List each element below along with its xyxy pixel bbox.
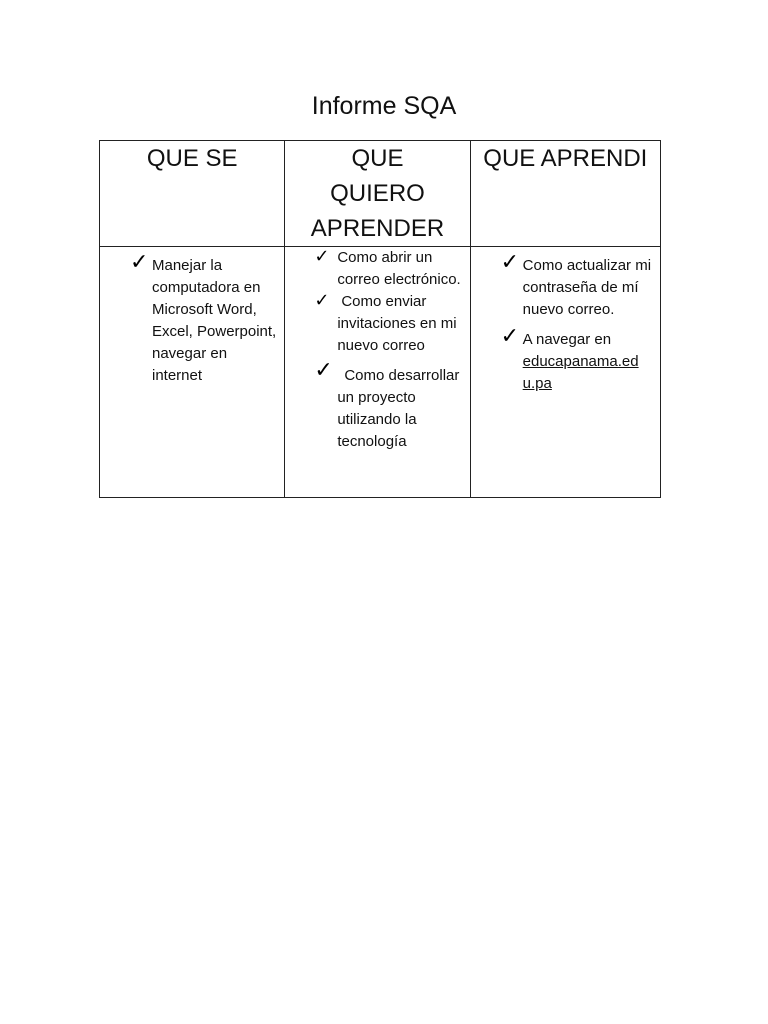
check-mark-icon: ✓ <box>314 246 330 267</box>
list-item: ✓ Manejar la computadora en Microsoft Word, Excel, Powerpoint, navegar en internet <box>130 250 277 384</box>
list-item: ✓ Como abrir un correo electrónico. <box>314 246 461 288</box>
check-mark-icon: ✓ <box>500 324 520 349</box>
check-mark-icon: ✓ <box>500 250 520 275</box>
header-row <box>100 141 661 247</box>
cell-que-quiero-aprender <box>285 247 470 498</box>
cell-que-aprendi <box>470 247 660 498</box>
header-que-aprendi: QUE APRENDI <box>470 141 660 247</box>
list-item: ✓ Como enviar invitaciones en mi nuevo correo <box>314 290 457 354</box>
check-mark-icon: ✓ <box>314 358 333 383</box>
list-item: ✓ Como desarrollar un proyecto utilizando la tecnología <box>314 358 460 450</box>
header-que-se: QUE SE <box>100 141 285 247</box>
list-item: ✓ Como actualizar mi contraseña de mí nuevo correo. <box>500 250 652 318</box>
educapanama-link[interactable]: educapanama.edu.pa <box>522 353 639 392</box>
sqa-table <box>99 140 661 498</box>
check-mark-icon: ✓ <box>130 250 149 275</box>
content-row <box>100 247 661 498</box>
cell-que-se <box>100 247 285 498</box>
header-que-quiero-aprender: QUE QUIERO APRENDER <box>285 141 470 247</box>
check-mark-icon: ✓ <box>314 290 330 311</box>
list-item: ✓ A navegar en educapanama.edu.pa <box>523 329 651 395</box>
document-title: Informe SQA <box>311 92 457 120</box>
